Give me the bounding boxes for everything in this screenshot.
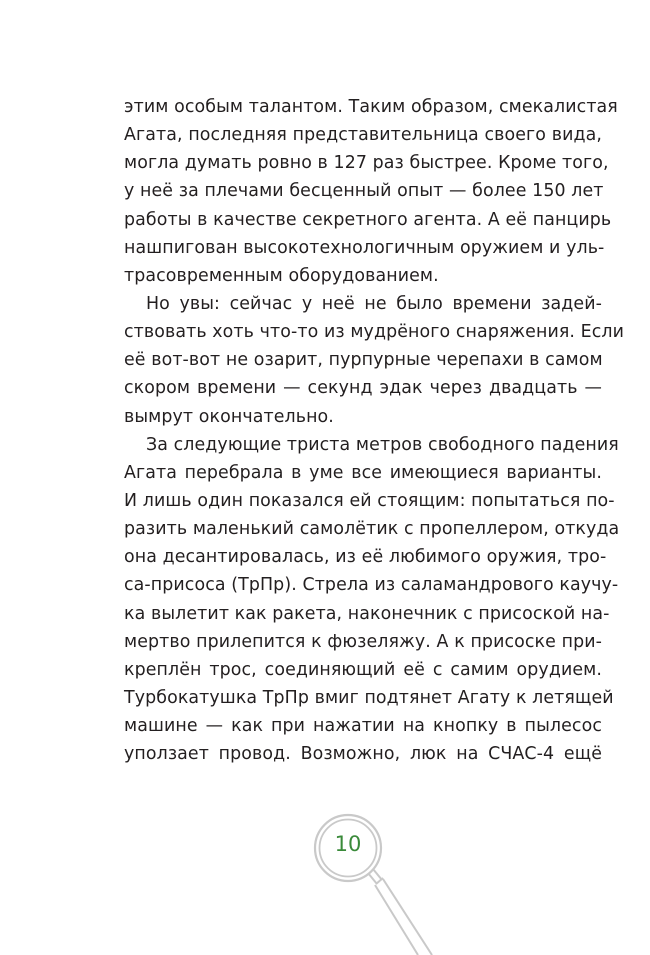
text-line: она десантировалась, из её любимого оружия, тро- <box>124 547 607 568</box>
text-line: этим особым талантом. Таким образом, смекалистая <box>124 97 618 117</box>
page-number: 10 <box>334 832 362 856</box>
text-line: машине — как при нажатии на кнопку в пылесос <box>124 716 602 737</box>
text-line: уползает провод. Возможно, люк на СЧАС-4 ещё <box>124 744 602 765</box>
paragraph-first-line: Но увы: сейчас у неё не было времени задей- <box>146 293 602 314</box>
text-line: И лишь один показался ей стоящим: попытаться по- <box>124 490 615 511</box>
text-line: нашпигован высокотехнологичным оружием и уль- <box>124 237 605 258</box>
text-line: ствовать хоть что-то из мудрёного снаряжения. Если <box>124 322 625 343</box>
paragraph-first-line: За следующие триста метров свободного падения <box>146 434 619 455</box>
text-line: мертво прилепится к фюзеляжу. А к присоске при- <box>124 631 602 652</box>
text-line: трасовременным оборудованием. <box>124 265 439 286</box>
text-line: разить маленький самолётик с пропеллером, откуда <box>124 519 620 540</box>
text-line: скором времени — секунд эдак через двадцать — <box>124 378 602 399</box>
text-line: могла думать ровно в 127 раз быстрее. Кроме того, <box>124 153 609 174</box>
text-line: Агата, последняя представительница своего вида, <box>124 125 602 146</box>
text-line: её вот-вот не озарит, пурпурные черепахи в самом <box>124 350 603 371</box>
text-line: Агата перебрала в уме все имеющиеся варианты. <box>124 462 602 483</box>
text-line: Турбокатушка ТрПр вмиг подтянет Агату к летящей <box>124 687 614 708</box>
text-line: ка вылетит как ракета, наконечник с присоской на- <box>124 603 610 624</box>
text-line: креплён трос, соединяющий её с самим орудием. <box>124 659 602 680</box>
text-line: вымрут окончательно. <box>124 406 334 427</box>
text-line: са-присоса (ТрПр). Стрела из саламандрового каучу- <box>124 575 619 596</box>
body-text <box>124 93 625 768</box>
text-line: у неё за плечами бесценный опыт — более 150 лет <box>124 181 604 202</box>
text-line: работы в качестве секретного агента. А её панцирь <box>124 209 612 230</box>
